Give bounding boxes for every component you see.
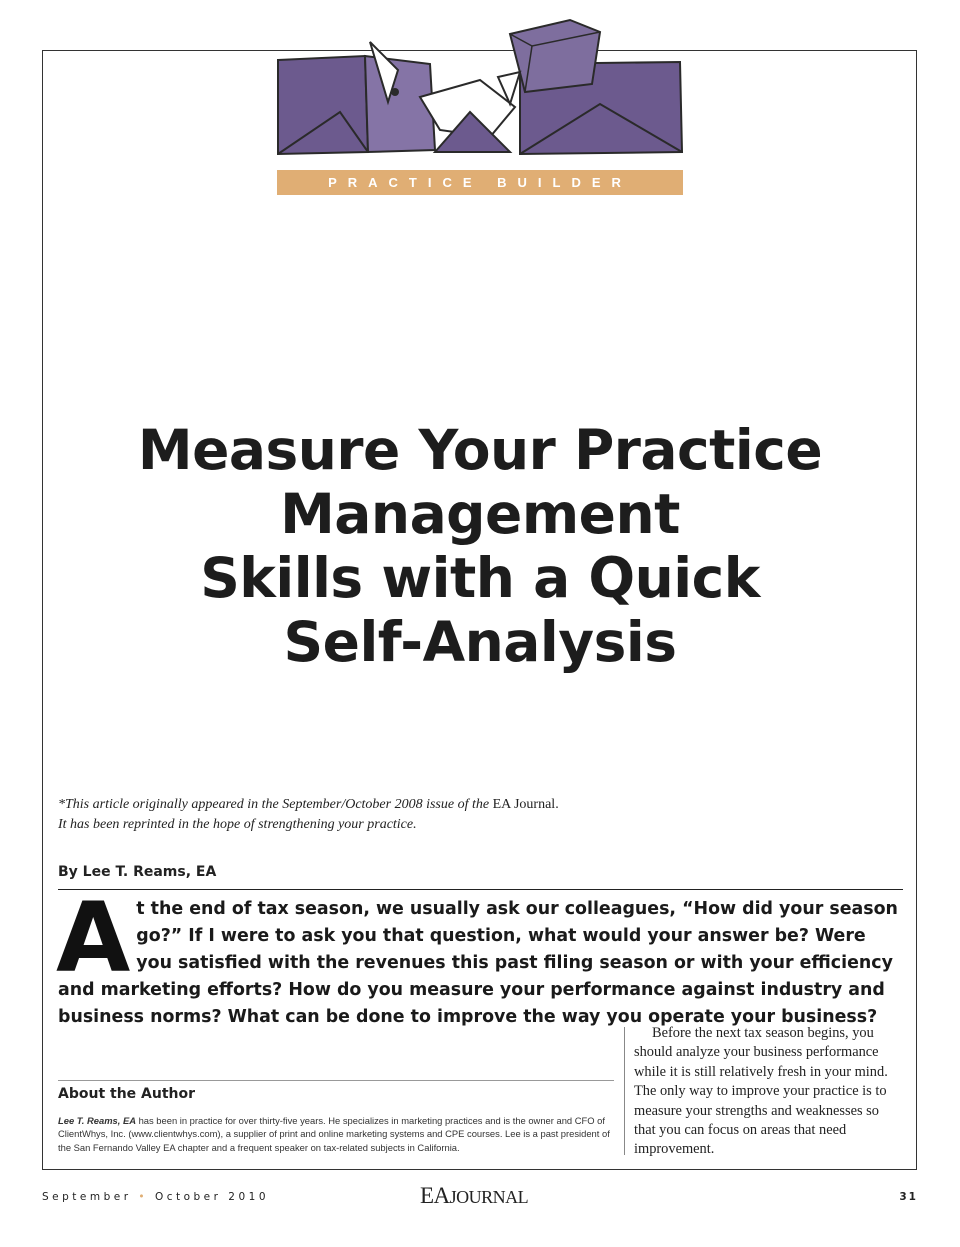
about-author-heading: About the Author: [58, 1086, 196, 1102]
section-label: PRACTICE BUILDER: [328, 175, 632, 190]
article-title: [80, 418, 880, 674]
byline: By Lee T. Reams, EA: [58, 864, 217, 880]
author-name: Lee T. Reams, EA: [58, 1115, 136, 1126]
title-line-2: Management: [280, 482, 680, 546]
practice-builder-illustration: [270, 12, 690, 172]
title-line-3: Skills with a Quick: [200, 546, 760, 610]
body-paragraph: Before the next tax season begins, you should analyze your business performance while it is still relatively fresh in your mind. The only way to improve your practice is to measure your strengths and weaknesses so that you can focus on areas that need improvement.: [634, 1025, 888, 1158]
issue-month-a: September: [42, 1191, 132, 1203]
ea-journal-logo: [420, 1183, 528, 1209]
column-divider: [624, 1027, 625, 1155]
footer-issue-date: [42, 1191, 269, 1203]
reprint-line1: *This article originally appeared in the September/October 2008 issue of the: [58, 797, 493, 812]
logo-journal: JOURNAL: [449, 1187, 529, 1207]
author-bio-text: has been in practice for over thirty-five years. He specializes in marketing practices and is the owner and CFO of ClientWhys, Inc. (www.clientwhys.com), a supplier of print and online marketing systems and CPE courses. Lee is a past president of the San Fernando Valley EA chapter and a frequent speaker on tax-related subjects in California.: [58, 1115, 610, 1153]
section-band: [277, 170, 683, 195]
title-line-4: Self-Analysis: [283, 610, 677, 674]
about-author-bio: [58, 1114, 614, 1154]
page-number: 31: [899, 1191, 918, 1203]
issue-month-b: October 2010: [154, 1191, 270, 1203]
issue-separator: •: [138, 1191, 149, 1203]
logo-ea: EA: [420, 1183, 450, 1208]
reprint-line2: It has been reprinted in the hope of strengthening your practice.: [58, 817, 417, 832]
reprint-journal-name: EA Journal.: [492, 797, 559, 812]
lede-text: t the end of tax season, we usually ask our colleagues, “How did your season go?” If I were to ask you that question, what would your answer be? Were you satisfied with the revenues this past filing season or with your efficiency and marketing efforts? How do you measure your performance against industry and business norms? What can be done to improve the way you operate your business?: [58, 899, 898, 1027]
about-rule: [58, 1080, 614, 1081]
byline-rule: [58, 889, 903, 890]
title-line-1: Measure Your Practice: [137, 418, 823, 482]
lede-paragraph: [56, 882, 903, 1031]
drop-cap: A: [56, 882, 131, 994]
reprint-note: [58, 795, 758, 835]
